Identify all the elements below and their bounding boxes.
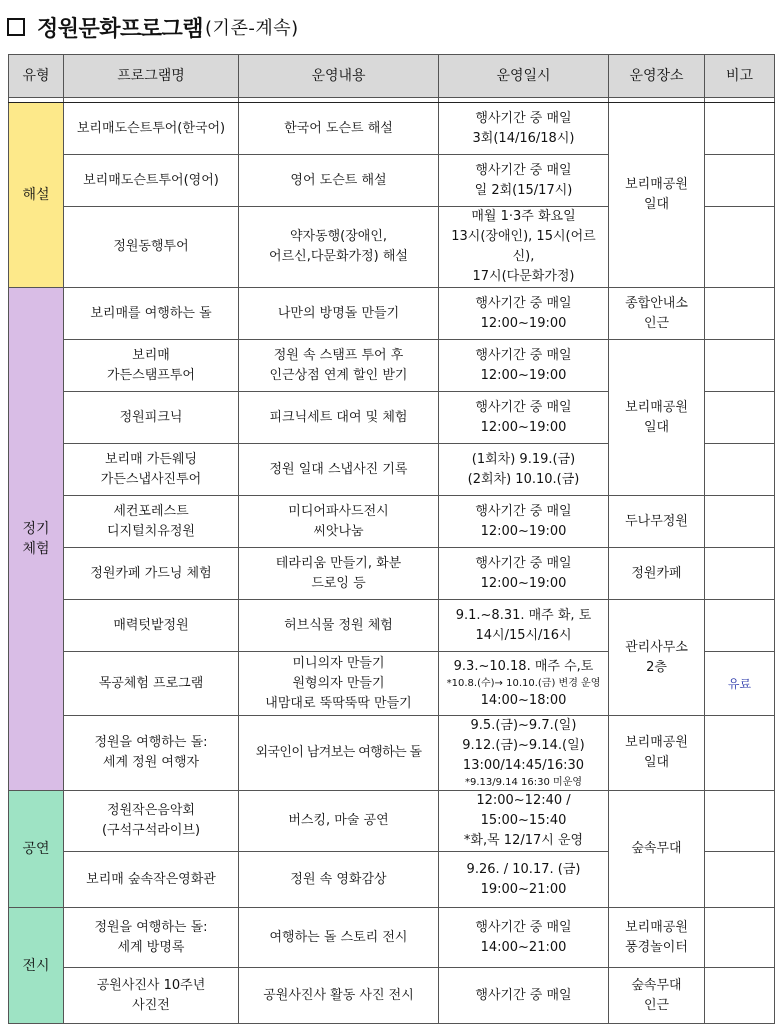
- program-content: 약자동행(장애인, 어르신,다문화가정) 해설: [239, 207, 439, 288]
- program-time: 9.5.(금)~9.7.(일) 9.12.(금)~9.14.(일) 13:00/14:45/16:30 *9.13/9.14 16:30 미운영: [439, 716, 609, 791]
- program-place: 보리매공원 일대: [609, 340, 705, 496]
- table-row: [9, 600, 775, 652]
- program-place: 관리사무소 2층: [609, 600, 705, 716]
- header-program-name: 프로그램명: [64, 55, 239, 98]
- program-content: 여행하는 돌 스토리 전시: [239, 908, 439, 968]
- program-place: 보리매공원 일대: [609, 716, 705, 791]
- program-content: 공원사진사 활동 사진 전시: [239, 968, 439, 1024]
- program-name: 보리매도슨트투어(영어): [64, 155, 239, 207]
- program-remarks: [705, 340, 775, 392]
- table-row: [9, 908, 775, 968]
- program-place: 두나무정원: [609, 496, 705, 548]
- program-place: 보리매공원 풍경놀이터: [609, 908, 705, 968]
- program-time: 매월 1·3주 화요일 13시(장애인), 15시(어르신), 17시(다문화가정): [439, 207, 609, 288]
- program-content: 미디어파사드전시 씨앗나눔: [239, 496, 439, 548]
- program-name: 세컨포레스트 디지털치유정원: [64, 496, 239, 548]
- program-time: 행사기간 중 매일 14:00~21:00: [439, 908, 609, 968]
- program-remarks: [705, 288, 775, 340]
- table-row: [9, 548, 775, 600]
- program-remarks: [705, 852, 775, 908]
- program-content: 미니의자 만들기 원형의자 만들기 내맘대로 뚝딱뚝딱 만들기: [239, 652, 439, 716]
- program-content: 외국인이 남겨보는 여행하는 돌: [239, 716, 439, 791]
- header-content: 운영내용: [239, 55, 439, 98]
- program-place: 보리매공원 일대: [609, 103, 705, 288]
- category-jeonsi: 전시: [9, 908, 64, 1024]
- program-time: 9.3.~10.18. 매주 수,토 *10.8.(수)→ 10.10.(금) 변경 운영 14:00~18:00: [439, 652, 609, 716]
- program-name: 정원작은음악회 (구석구석라이브): [64, 791, 239, 852]
- program-remarks: [705, 444, 775, 496]
- program-content: 한국어 도슨트 해설: [239, 103, 439, 155]
- program-remarks: [705, 968, 775, 1024]
- table-row: [9, 716, 775, 791]
- program-remarks: [705, 392, 775, 444]
- program-time: 12:00~12:40 / 15:00~15:40 *화,목 12/17시 운영: [439, 791, 609, 852]
- program-content: 테라리움 만들기, 화분 드로잉 등: [239, 548, 439, 600]
- program-content: 허브식물 정원 체험: [239, 600, 439, 652]
- program-name: 보리매를 여행하는 돌: [64, 288, 239, 340]
- title-sub: (기존-계속): [205, 18, 299, 39]
- checkbox-square-icon: [7, 18, 25, 36]
- program-place: 숲속무대: [609, 791, 705, 908]
- program-time: 행사기간 중 매일 12:00~19:00: [439, 340, 609, 392]
- program-name: 공원사진사 10주년 사진전: [64, 968, 239, 1024]
- program-table: [8, 54, 775, 1024]
- category-gongyeon: 공연: [9, 791, 64, 908]
- program-remarks: [705, 908, 775, 968]
- header-remarks: 비고: [705, 55, 775, 98]
- program-content: 나만의 방명돌 만들기: [239, 288, 439, 340]
- program-time: 행사기간 중 매일 3회(14/16/18시): [439, 103, 609, 155]
- program-content: 정원 속 영화감상: [239, 852, 439, 908]
- category-jeonggi: 정기 체험: [9, 288, 64, 791]
- program-place: 종합안내소 인근: [609, 288, 705, 340]
- program-content: 정원 속 스탬프 투어 후 인근상점 연계 할인 받기: [239, 340, 439, 392]
- program-name: 보리매 숲속작은영화관: [64, 852, 239, 908]
- program-remarks: [705, 103, 775, 155]
- program-time: (1회차) 9.19.(금) (2회차) 10.10.(금): [439, 444, 609, 496]
- program-content: 버스킹, 마술 공연: [239, 791, 439, 852]
- table-row: [9, 496, 775, 548]
- program-place: 숲속무대 인근: [609, 968, 705, 1024]
- table-row: [9, 288, 775, 340]
- program-name: 정원동행투어: [64, 207, 239, 288]
- program-remarks: [705, 496, 775, 548]
- program-name: 정원을 여행하는 돌: 세계 정원 여행자: [64, 716, 239, 791]
- program-place: 정원카페: [609, 548, 705, 600]
- program-remarks: [705, 548, 775, 600]
- program-name: 매력텃밭정원: [64, 600, 239, 652]
- program-time: 9.26. / 10.17. (금) 19:00~21:00: [439, 852, 609, 908]
- program-time: 행사기간 중 매일 12:00~19:00: [439, 288, 609, 340]
- header-type: 유형: [9, 55, 64, 98]
- title-main: 정원문화프로그램: [37, 16, 204, 42]
- program-remarks: [705, 207, 775, 288]
- program-content: 정원 일대 스냅사진 기록: [239, 444, 439, 496]
- program-name: 보리매 가든스탬프투어: [64, 340, 239, 392]
- table-header-row: [9, 55, 775, 98]
- program-time: 행사기간 중 매일 12:00~19:00: [439, 392, 609, 444]
- table-row: [9, 791, 775, 852]
- table-row: [9, 103, 775, 155]
- program-name: 정원을 여행하는 돌: 세계 방명록: [64, 908, 239, 968]
- program-remarks: [705, 716, 775, 791]
- program-name: 정원카페 가드닝 체험: [64, 548, 239, 600]
- table-row: [9, 340, 775, 392]
- program-name: 목공체험 프로그램: [64, 652, 239, 716]
- program-time: 행사기간 중 매일 12:00~19:00: [439, 496, 609, 548]
- header-schedule: 운영일시: [439, 55, 609, 98]
- program-time: 행사기간 중 매일 12:00~19:00: [439, 548, 609, 600]
- page-title: [7, 10, 299, 44]
- program-content: 영어 도슨트 해설: [239, 155, 439, 207]
- program-time: 행사기간 중 매일: [439, 968, 609, 1024]
- program-remarks-paid: 유료: [705, 652, 775, 716]
- program-remarks: [705, 791, 775, 852]
- program-name: 정원피크닉: [64, 392, 239, 444]
- program-remarks: [705, 600, 775, 652]
- program-remarks: [705, 155, 775, 207]
- table-row: [9, 968, 775, 1024]
- program-name: 보리매도슨트투어(한국어): [64, 103, 239, 155]
- program-name: 보리매 가든웨딩 가든스냅사진투어: [64, 444, 239, 496]
- category-haeseol: 해설: [9, 103, 64, 288]
- program-time: 9.1.~8.31. 매주 화, 토 14시/15시/16시: [439, 600, 609, 652]
- program-time: 행사기간 중 매일 일 2회(15/17시): [439, 155, 609, 207]
- program-content: 피크닉세트 대여 및 체험: [239, 392, 439, 444]
- header-place: 운영장소: [609, 55, 705, 98]
